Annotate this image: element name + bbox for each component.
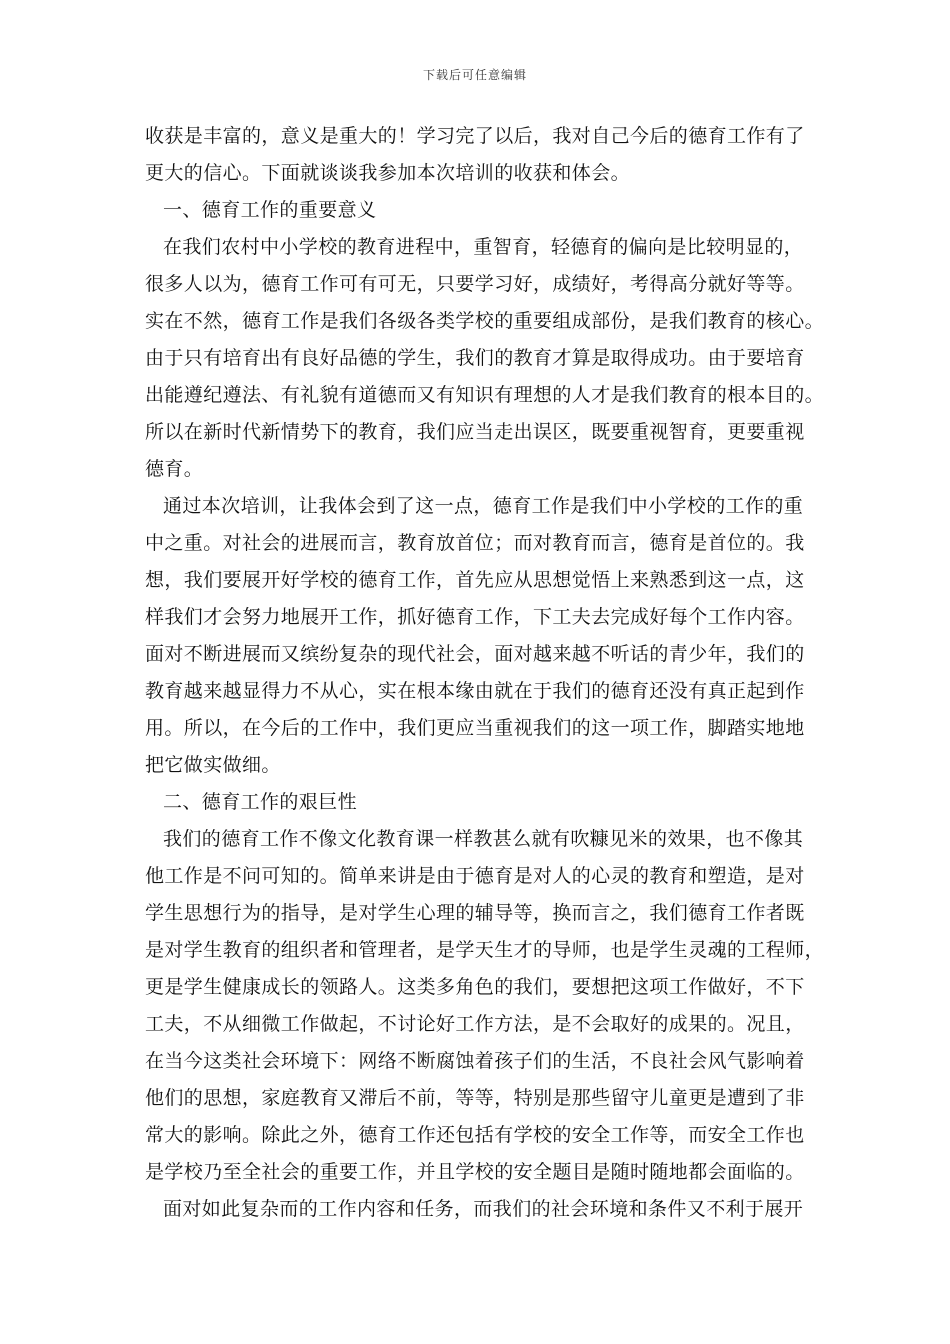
text-line: 样我们才会努力地展开工作，抓好德育工作，下工夫去完成好每个工作内容。 [145,606,805,628]
text-line: 实在不然，德育工作是我们各级各类学校的重要组成部份，是我们教育的核心。 [145,310,825,332]
section-heading: 二、德育工作的艰巨性 [163,791,358,813]
text-line: 想，我们要展开好学校的德育工作，首先应从思想觉悟上来熟悉到这一点，这 [145,569,805,591]
text-line: 把它做实做细。 [145,754,281,776]
page-header: 下载后可任意编辑 [422,68,527,82]
text-line: 很多人以为，德育工作可有可无，只要学习好，成绩好，考得高分就好等等。 [145,273,805,295]
text-line: 出能遵纪遵法、有礼貌有道德而又有知识有理想的人才是我们教育的根本目的。 [145,384,825,406]
text-line: 面对如此复杂而的工作内容和任务，而我们的社会环境和条件又不利于展开 [163,1198,804,1220]
text-line: 收获是丰富的，意义是重大的！学习完了以后，我对自己今后的德育工作有了 [145,125,805,147]
text-line: 所以在新时代新情势下的教育，我们应当走出误区，既要重视智育，更要重视 [145,421,805,443]
text-line: 我们的德育工作不像文化教育课一样教甚么就有吹糠见米的效果，也不像其 [163,828,804,850]
text-line: 在我们农村中小学校的教育进程中，重智育，轻德育的偏向是比较明显的， [163,236,804,258]
text-line: 教育越来越显得力不从心，实在根本缘由就在于我们的德育还没有真正起到作 [145,680,805,702]
text-line: 更是学生健康成长的领路人。这类多角色的我们，要想把这项工作做好，不下 [145,976,805,998]
text-line: 他们的思想，家庭教育又滞后不前，等等，特别是那些留守儿童更是遭到了非 [145,1087,805,1109]
text-line: 德育。 [145,458,204,480]
text-line: 中之重。对社会的进展而言，教育放首位；而对教育而言，德育是首位的。我 [145,532,805,554]
text-line: 更大的信心。下面就谈谈我参加本次培训的收获和体会。 [145,162,631,184]
text-line: 通过本次培训，让我体会到了这一点，德育工作是我们中小学校的工作的重 [163,495,804,517]
text-line: 是对学生教育的组织者和管理者，是学天生才的导师，也是学生灵魂的工程师， [145,939,825,961]
text-line: 由于只有培育出有良好品德的学生，我们的教育才算是取得成功。由于要培育 [145,347,805,369]
text-line: 用。所以，在今后的工作中，我们更应当重视我们的这一项工作，脚踏实地地 [145,717,805,739]
text-line: 常大的影响。除此之外，德育工作还包括有学校的安全工作等，而安全工作也 [145,1124,805,1146]
text-line: 工夫，不从细微工作做起，不讨论好工作方法，是不会取好的成果的。况且， [145,1013,805,1035]
text-line: 面对不断进展而又缤纷复杂的现代社会，面对越来越不听话的青少年，我们的 [145,643,805,665]
text-line: 学生思想行为的指导，是对学生心理的辅导等，换而言之，我们德育工作者既 [145,902,805,924]
text-line: 是学校乃至全社会的重要工作，并且学校的安全题目是随时随地都会面临的。 [145,1161,805,1183]
text-line: 在当今这类社会环境下：网络不断腐蚀着孩子们的生活，不良社会风气影响着 [145,1050,805,1072]
section-heading: 一、德育工作的重要意义 [163,199,377,221]
text-line: 他工作是不问可知的。简单来讲是由于德育是对人的心灵的教育和塑造，是对 [145,865,805,887]
